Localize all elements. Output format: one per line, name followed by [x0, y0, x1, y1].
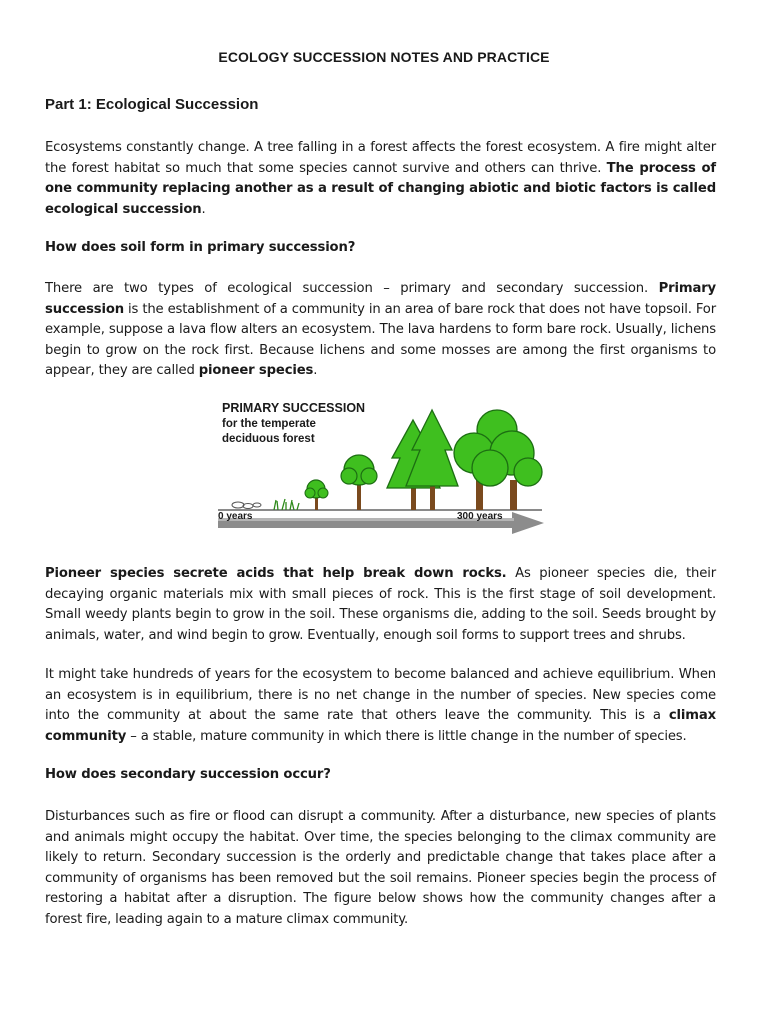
start-label: 0 years [218, 511, 253, 522]
document-title: ECOLOGY SUCCESSION NOTES AND PRACTICE [218, 49, 550, 65]
figure-title-line-1: PRIMARY SUCCESSION [222, 401, 366, 415]
mature-deciduous-trees [454, 410, 542, 510]
primary-succession-figure [212, 398, 550, 543]
primary-succession-paragraph: There are two types of ecological succession – primary and secondary succession. Primary succession is the establishment of a community in an area of bare rock that does not have topsoil. For example, suppose a lava flow alters an ecosystem. The lava hardens to form bare rock. Usually, lichens begin to grow on the rock first. Because lichens and some mosses are among the first organisms to appear, they are called pioneer species. [45, 281, 716, 379]
shrub [305, 480, 328, 510]
end-label: 300 years [457, 511, 503, 522]
figure-title-line-3: deciduous forest [222, 433, 315, 445]
secondary-succession-paragraph: Disturbances such as fire or flood can disrupt a community. After a disturbance, new species of plants and animals might occupy the habitat. Over time, the species belonging to the climax community are likely to return. Secondary succession is the orderly and predictable change that takes place after a community of organisms has been removed but the soil remains. Pioneer species begin the process of restoring a habitat after a disruption. The figure below shows how the community changes after a forest fire, leading again to a mature climax community. [45, 809, 716, 927]
equilibrium-paragraph: It might take hundreds of years for the ecosystem to become balanced and achieve equilibrium. When an ecosystem is in equilibrium, there is no net change in the number of species. New species come into the community at about the same rate that others leave the community. This is a climax community – a stable, mature community in which there is little change in the number of species. [45, 667, 716, 744]
figure-title-line-2: for the temperate [222, 418, 316, 430]
bare-rock-lichens [232, 502, 261, 509]
question-primary-succession: How does soil form in primary succession? [45, 240, 356, 255]
succession-illustration [212, 398, 550, 543]
part-heading: Part 1: Ecological Succession [45, 96, 259, 113]
pioneer-species-paragraph: Pioneer species secrete acids that help break down rocks. As pioneer species die, their decaying organic materials mix with small pieces of rock. This is the first stage of soil development. Small weedy plants begin to grow in the soil. These organisms die, adding to the soil. Seeds brought by animals, water, and wind begin to grow. Eventually, enough soil forms to support trees and shrubs. [45, 566, 716, 643]
weedy-plants [274, 499, 299, 510]
question-secondary-succession: How does secondary succession occur? [45, 767, 331, 782]
conifer-trees [387, 410, 458, 510]
intro-paragraph: Ecosystems constantly change. A tree falling in a forest affects the forest ecosystem. A fire might alter the forest habitat so much that some species cannot survive and others can thrive. The process of one community replacing another as a result of changing abiotic and biotic factors is called ecological succession. [45, 140, 717, 217]
young-tree [341, 455, 377, 510]
